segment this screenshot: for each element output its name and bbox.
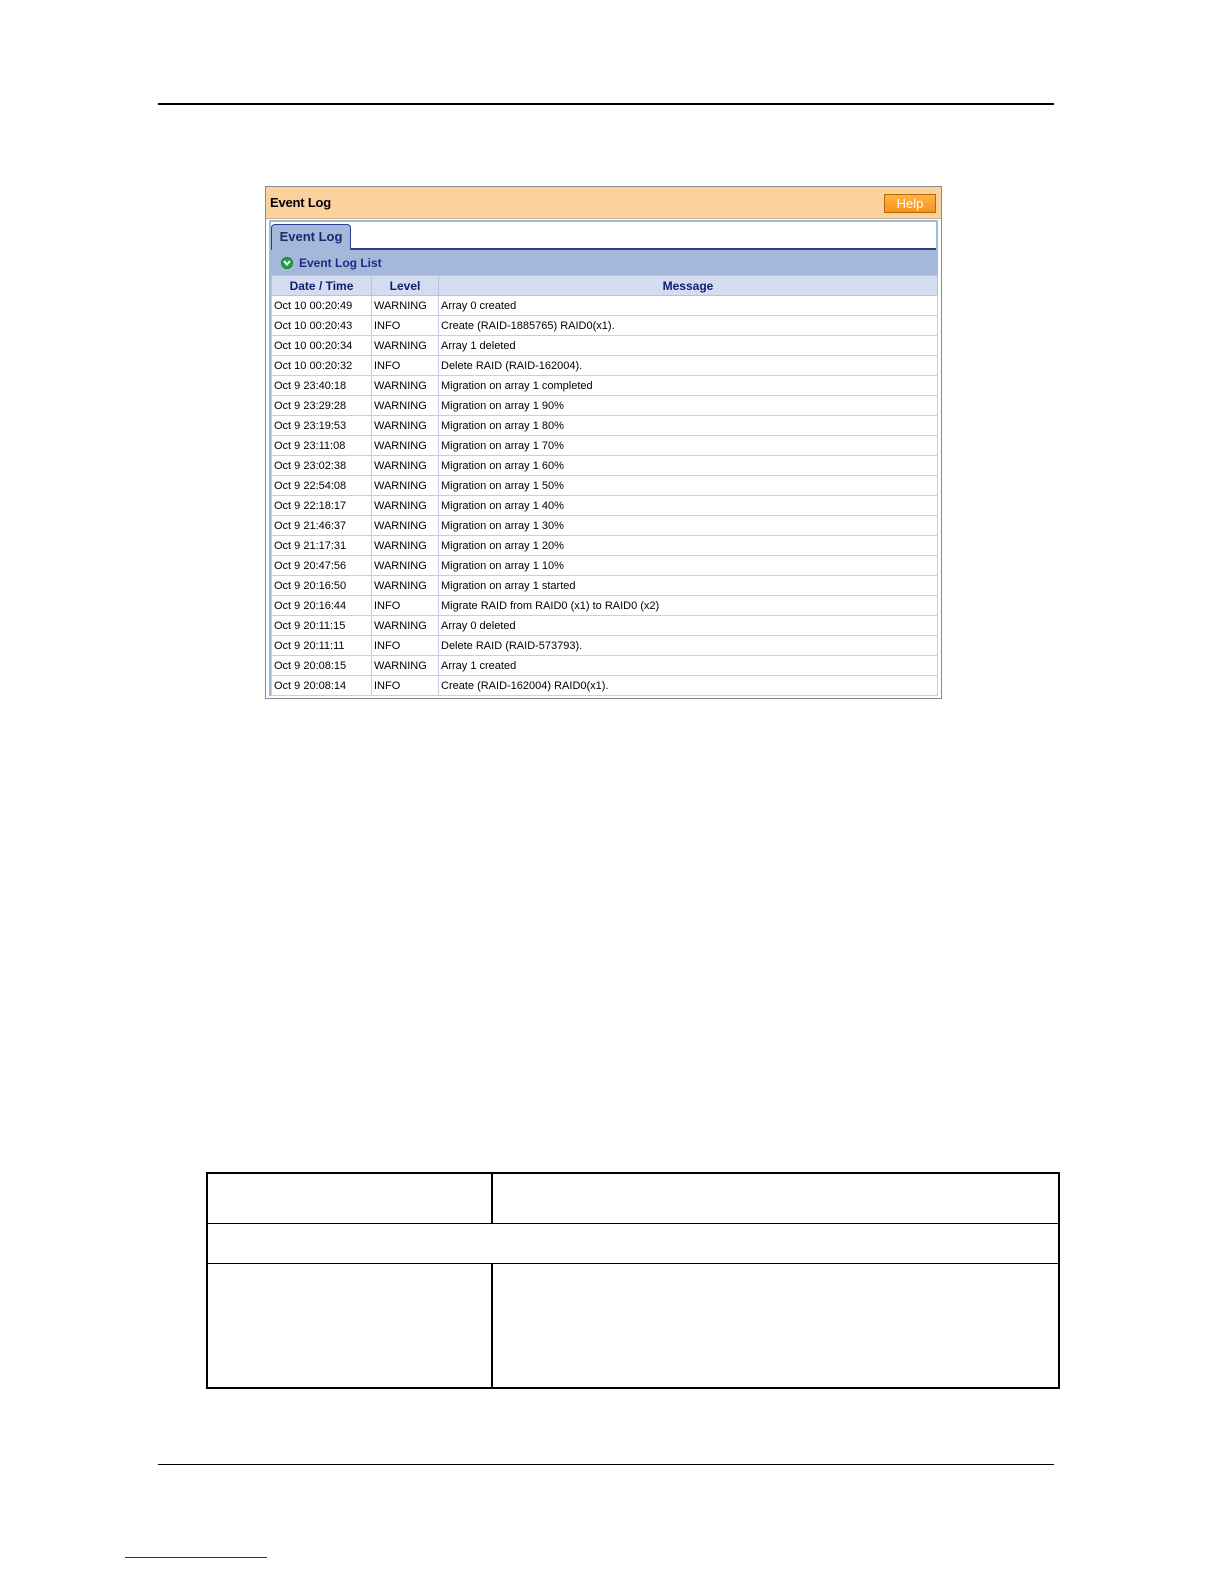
cell-message: Migration on array 1 30% <box>439 516 938 536</box>
cell-level: WARNING <box>372 396 439 416</box>
cell-level: WARNING <box>372 336 439 356</box>
cell-level: WARNING <box>372 296 439 316</box>
cell-message: Migration on array 1 70% <box>439 436 938 456</box>
page-footer-rule <box>158 1464 1054 1465</box>
empty-document-table <box>206 1172 1060 1389</box>
cell-date-time: Oct 9 23:11:08 <box>272 436 372 456</box>
table-row[interactable] <box>272 376 938 396</box>
event-log-table <box>271 275 938 696</box>
cell-message: Create (RAID-162004) RAID0(x1). <box>439 676 938 696</box>
expand-circle-icon <box>281 257 293 269</box>
cell-date-time: Oct 9 20:16:50 <box>272 576 372 596</box>
cell-date-time: Oct 9 20:08:15 <box>272 656 372 676</box>
help-button[interactable]: Help <box>884 194 936 213</box>
column-header-level[interactable]: Level <box>372 276 439 296</box>
cell-message: Migrate RAID from RAID0 (x1) to RAID0 (x2) <box>439 596 938 616</box>
table-row[interactable] <box>272 636 938 656</box>
cell-date-time: Oct 9 21:17:31 <box>272 536 372 556</box>
cell-date-time: Oct 9 23:02:38 <box>272 456 372 476</box>
window-title: Event Log <box>270 195 332 210</box>
event-log-window <box>265 186 942 699</box>
cell-message: Migration on array 1 80% <box>439 416 938 436</box>
cell-message: Migration on array 1 completed <box>439 376 938 396</box>
table-row[interactable] <box>272 296 938 316</box>
cell-level: WARNING <box>372 376 439 396</box>
event-log-panel <box>269 220 938 696</box>
cell-level: WARNING <box>372 416 439 436</box>
table-row[interactable] <box>272 596 938 616</box>
window-titlebar <box>266 187 941 219</box>
cell-level: WARNING <box>372 616 439 636</box>
chevron-down-icon <box>283 260 291 266</box>
cell-message: Migration on array 1 50% <box>439 476 938 496</box>
cell-date-time: Oct 10 00:20:34 <box>272 336 372 356</box>
event-log-rows <box>272 296 938 696</box>
table-row[interactable] <box>272 416 938 436</box>
cell-message: Migration on array 1 60% <box>439 456 938 476</box>
cell-message: Migration on array 1 10% <box>439 556 938 576</box>
cell-level: WARNING <box>372 536 439 556</box>
table-row[interactable] <box>272 536 938 556</box>
column-header-message[interactable]: Message <box>439 276 938 296</box>
table-row[interactable] <box>272 336 938 356</box>
page-header-rule <box>158 103 1054 105</box>
cell-date-time: Oct 9 20:11:15 <box>272 616 372 636</box>
cell-date-time: Oct 9 20:16:44 <box>272 596 372 616</box>
table-row[interactable] <box>272 576 938 596</box>
cell-date-time: Oct 10 00:20:49 <box>272 296 372 316</box>
table-divider <box>208 1263 1058 1264</box>
table-row[interactable] <box>272 556 938 576</box>
cell-message: Array 0 deleted <box>439 616 938 636</box>
cell-level: WARNING <box>372 496 439 516</box>
cell-date-time: Oct 9 20:47:56 <box>272 556 372 576</box>
table-row[interactable] <box>272 396 938 416</box>
cell-date-time: Oct 9 23:40:18 <box>272 376 372 396</box>
cell-level: WARNING <box>372 556 439 576</box>
cell-level: WARNING <box>372 656 439 676</box>
cell-message: Create (RAID-1885765) RAID0(x1). <box>439 316 938 336</box>
table-row[interactable] <box>272 476 938 496</box>
cell-level: INFO <box>372 356 439 376</box>
cell-message: Migration on array 1 90% <box>439 396 938 416</box>
section-label: Event Log List <box>299 256 382 270</box>
cell-level: WARNING <box>372 516 439 536</box>
cell-date-time: Oct 9 22:18:17 <box>272 496 372 516</box>
cell-date-time: Oct 9 21:46:37 <box>272 516 372 536</box>
event-log-list-toggle[interactable] <box>281 254 382 272</box>
table-column-divider <box>491 1174 493 1223</box>
cell-level: WARNING <box>372 576 439 596</box>
cell-message: Migration on array 1 20% <box>439 536 938 556</box>
tab-strip <box>271 222 936 250</box>
cell-level: INFO <box>372 676 439 696</box>
table-divider <box>208 1223 1058 1224</box>
table-row[interactable] <box>272 356 938 376</box>
cell-level: INFO <box>372 636 439 656</box>
column-header-date-time[interactable]: Date / Time <box>272 276 372 296</box>
cell-date-time: Oct 10 00:20:32 <box>272 356 372 376</box>
cell-message: Array 1 deleted <box>439 336 938 356</box>
table-row[interactable] <box>272 516 938 536</box>
cell-date-time: Oct 9 23:29:28 <box>272 396 372 416</box>
cell-level: WARNING <box>372 476 439 496</box>
cell-date-time: Oct 9 23:19:53 <box>272 416 372 436</box>
table-row[interactable] <box>272 676 938 696</box>
cell-level: INFO <box>372 596 439 616</box>
table-row[interactable] <box>272 316 938 336</box>
cell-message: Delete RAID (RAID-573793). <box>439 636 938 656</box>
table-row[interactable] <box>272 436 938 456</box>
cell-message: Delete RAID (RAID-162004). <box>439 356 938 376</box>
cell-date-time: Oct 9 20:11:11 <box>272 636 372 656</box>
footer-link-underline <box>125 1557 267 1558</box>
table-row[interactable] <box>272 616 938 636</box>
table-row[interactable] <box>272 456 938 476</box>
cell-message: Migration on array 1 40% <box>439 496 938 516</box>
cell-message: Array 0 created <box>439 296 938 316</box>
table-row[interactable] <box>272 496 938 516</box>
cell-date-time: Oct 9 22:54:08 <box>272 476 372 496</box>
table-column-divider <box>491 1264 493 1389</box>
cell-message: Migration on array 1 started <box>439 576 938 596</box>
cell-level: WARNING <box>372 436 439 456</box>
table-header-row <box>272 276 938 296</box>
cell-date-time: Oct 9 20:08:14 <box>272 676 372 696</box>
cell-level: INFO <box>372 316 439 336</box>
cell-message: Array 1 created <box>439 656 938 676</box>
tab-event-log[interactable]: Event Log <box>271 224 351 250</box>
cell-level: WARNING <box>372 456 439 476</box>
cell-date-time: Oct 10 00:20:43 <box>272 316 372 336</box>
table-row[interactable] <box>272 656 938 676</box>
